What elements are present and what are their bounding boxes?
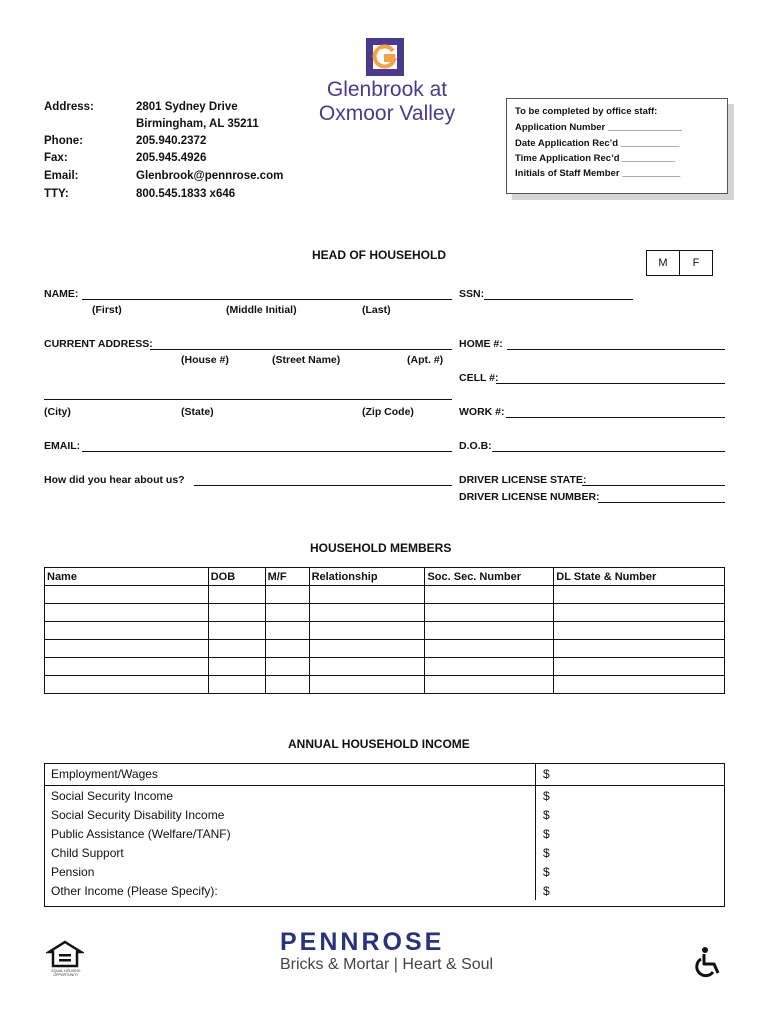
- city-caption: (City): [44, 406, 71, 418]
- col-header-dl: DL State & Number: [554, 568, 725, 586]
- table-cell[interactable]: [45, 658, 209, 676]
- table-cell[interactable]: [45, 640, 209, 658]
- contact-value-address: 2801 Sydney Drive: [136, 101, 238, 113]
- income-row-child-support: [44, 843, 725, 862]
- table-cell[interactable]: [265, 622, 309, 640]
- equal-housing-icon: [46, 940, 84, 968]
- ssn-label: SSN:: [459, 288, 485, 300]
- table-cell[interactable]: [208, 658, 265, 676]
- income-row-public-assistance: [44, 824, 725, 843]
- income-label: Pension: [51, 864, 95, 879]
- equal-housing-text: EQUAL HOUSING OPPORTUNITY: [51, 969, 81, 977]
- table-cell[interactable]: [45, 676, 209, 694]
- table-cell[interactable]: [554, 676, 725, 694]
- work-phone-field[interactable]: [506, 417, 725, 418]
- table-header-row: [45, 568, 725, 586]
- table-cell[interactable]: [265, 640, 309, 658]
- table-row: [45, 586, 725, 604]
- table-cell[interactable]: [554, 622, 725, 640]
- income-label: Child Support: [51, 845, 124, 860]
- annual-income-title: ANNUAL HOUSEHOLD INCOME: [288, 737, 470, 751]
- table-cell[interactable]: [208, 604, 265, 622]
- income-row-other: [44, 881, 725, 900]
- contact-label-address: Address:: [44, 101, 94, 113]
- address-apt-caption: (Apt. #): [407, 354, 444, 366]
- email-field[interactable]: [82, 451, 452, 452]
- dl-state-label: DRIVER LICENSE STATE:: [459, 474, 587, 486]
- income-label: Public Assistance (Welfare/TANF): [51, 826, 231, 841]
- office-date-received: Date Application Rec’d ___________: [515, 138, 679, 149]
- table-cell[interactable]: [554, 586, 725, 604]
- state-caption: (State): [181, 406, 214, 418]
- dob-label: D.O.B:: [459, 440, 492, 452]
- address-street-caption: (Street Name): [272, 354, 341, 366]
- dl-number-label: DRIVER LICENSE NUMBER:: [459, 491, 600, 503]
- current-address-label: CURRENT ADDRESS:: [44, 338, 153, 350]
- contact-value-phone: 205.940.2372: [136, 135, 207, 147]
- contact-value-city: Birmingham, AL 35211: [136, 118, 259, 130]
- table-cell[interactable]: [265, 676, 309, 694]
- table-cell[interactable]: [45, 622, 209, 640]
- office-application-number: Application Number ______________: [515, 122, 682, 133]
- table-cell[interactable]: [554, 658, 725, 676]
- table-cell[interactable]: [45, 604, 209, 622]
- table-cell[interactable]: [208, 676, 265, 694]
- col-header-ssn: Soc. Sec. Number: [425, 568, 554, 586]
- table-row: [45, 622, 725, 640]
- head-of-household-title: HEAD OF HOUSEHOLD: [312, 248, 447, 262]
- table-cell[interactable]: [554, 604, 725, 622]
- table-cell[interactable]: [265, 604, 309, 622]
- col-header-name: Name: [45, 568, 209, 586]
- logo-title-line1: Glenbrook at: [326, 78, 448, 101]
- household-members-title: HOUSEHOLD MEMBERS: [310, 541, 452, 555]
- table-cell[interactable]: [425, 640, 554, 658]
- contact-value-email: Glenbrook@pennrose.com: [136, 170, 284, 182]
- pennrose-tagline: Bricks & Mortar | Heart & Soul: [280, 956, 494, 973]
- gender-f-box[interactable]: F: [679, 250, 713, 276]
- table-cell[interactable]: [425, 676, 554, 694]
- name-first-caption: (First): [92, 304, 122, 316]
- name-label: NAME:: [44, 288, 79, 300]
- logo-title-line2: Oxmoor Valley: [318, 102, 456, 125]
- income-amount-field[interactable]: $: [536, 805, 726, 824]
- household-members-table: [44, 567, 725, 694]
- address-house-caption: (House #): [181, 354, 229, 366]
- contact-value-fax: 205.945.4926: [136, 152, 207, 164]
- table-row: [45, 676, 725, 694]
- table-cell[interactable]: [425, 604, 554, 622]
- table-cell[interactable]: [554, 640, 725, 658]
- table-cell[interactable]: [309, 676, 425, 694]
- income-amount-field[interactable]: $: [536, 862, 726, 881]
- name-middle-caption: (Middle Initial): [226, 304, 297, 316]
- col-header-dob: DOB: [208, 568, 265, 586]
- table-cell[interactable]: [309, 586, 425, 604]
- office-title: To be completed by office staff:: [515, 106, 658, 117]
- office-initials: Initials of Staff Member ___________: [515, 168, 681, 179]
- city-state-zip-field[interactable]: [44, 399, 452, 400]
- income-amount-field[interactable]: $: [536, 824, 726, 843]
- income-amount-field[interactable]: $: [536, 881, 726, 900]
- table-row: [45, 640, 725, 658]
- income-amount-field[interactable]: $: [536, 843, 726, 862]
- contact-label-email: Email:: [44, 170, 79, 182]
- name-last-caption: (Last): [362, 304, 391, 316]
- table-cell[interactable]: [309, 622, 425, 640]
- glenbrook-logo-mark: [366, 38, 404, 76]
- dl-number-field[interactable]: [598, 502, 725, 503]
- income-row-ssdi: [44, 805, 725, 824]
- table-cell[interactable]: [425, 586, 554, 604]
- col-header-gender: M/F: [265, 568, 309, 586]
- cell-phone-field[interactable]: [496, 383, 725, 384]
- table-cell[interactable]: [45, 586, 209, 604]
- dob-field[interactable]: [492, 451, 725, 452]
- income-label: Other Income (Please Specify):: [51, 883, 218, 898]
- table-cell[interactable]: [425, 622, 554, 640]
- home-phone-field[interactable]: [507, 349, 725, 350]
- table-cell[interactable]: [208, 586, 265, 604]
- pennrose-brand: PENNROSE: [280, 928, 445, 956]
- income-table: [44, 763, 725, 900]
- table-row: [45, 604, 725, 622]
- table-row: [45, 658, 725, 676]
- income-amount-field[interactable]: $: [536, 786, 726, 806]
- current-address-field[interactable]: [150, 349, 452, 350]
- wheelchair-accessible-icon: [693, 946, 725, 978]
- dl-state-field[interactable]: [582, 485, 725, 486]
- income-label: Social Security Income: [51, 788, 174, 803]
- zip-caption: (Zip Code): [362, 406, 414, 418]
- table-cell[interactable]: [309, 604, 425, 622]
- office-use-box: [506, 98, 728, 194]
- contact-label-fax: Fax:: [44, 152, 68, 164]
- ssn-field[interactable]: [484, 299, 633, 300]
- table-cell[interactable]: [309, 640, 425, 658]
- table-cell[interactable]: [309, 658, 425, 676]
- name-field[interactable]: [82, 299, 452, 300]
- office-time-received: Time Application Rec’d __________: [515, 153, 675, 164]
- col-header-relationship: Relationship: [309, 568, 425, 586]
- table-cell[interactable]: [425, 658, 554, 676]
- contact-label-phone: Phone:: [44, 135, 83, 147]
- contact-value-tty: 800.545.1833 x646: [136, 188, 236, 200]
- income-row-pension: [44, 862, 725, 881]
- hear-about-label: How did you hear about us?: [44, 474, 185, 486]
- table-cell[interactable]: [208, 622, 265, 640]
- income-row-employment: [44, 763, 725, 786]
- cell-phone-label: CELL #:: [459, 372, 499, 384]
- work-phone-label: WORK #:: [459, 406, 505, 418]
- income-amount-field[interactable]: $: [536, 763, 726, 786]
- gender-m-box[interactable]: M: [646, 250, 680, 276]
- table-cell[interactable]: [265, 658, 309, 676]
- income-label: Employment/Wages: [51, 767, 158, 781]
- email-label: EMAIL:: [44, 440, 81, 452]
- income-label: Social Security Disability Income: [51, 807, 225, 822]
- home-phone-label: HOME #:: [459, 338, 503, 350]
- income-row-social-security: [44, 786, 725, 806]
- hear-about-field[interactable]: [194, 485, 452, 486]
- table-cell[interactable]: [208, 640, 265, 658]
- contact-label-tty: TTY:: [44, 188, 69, 200]
- table-cell[interactable]: [265, 586, 309, 604]
